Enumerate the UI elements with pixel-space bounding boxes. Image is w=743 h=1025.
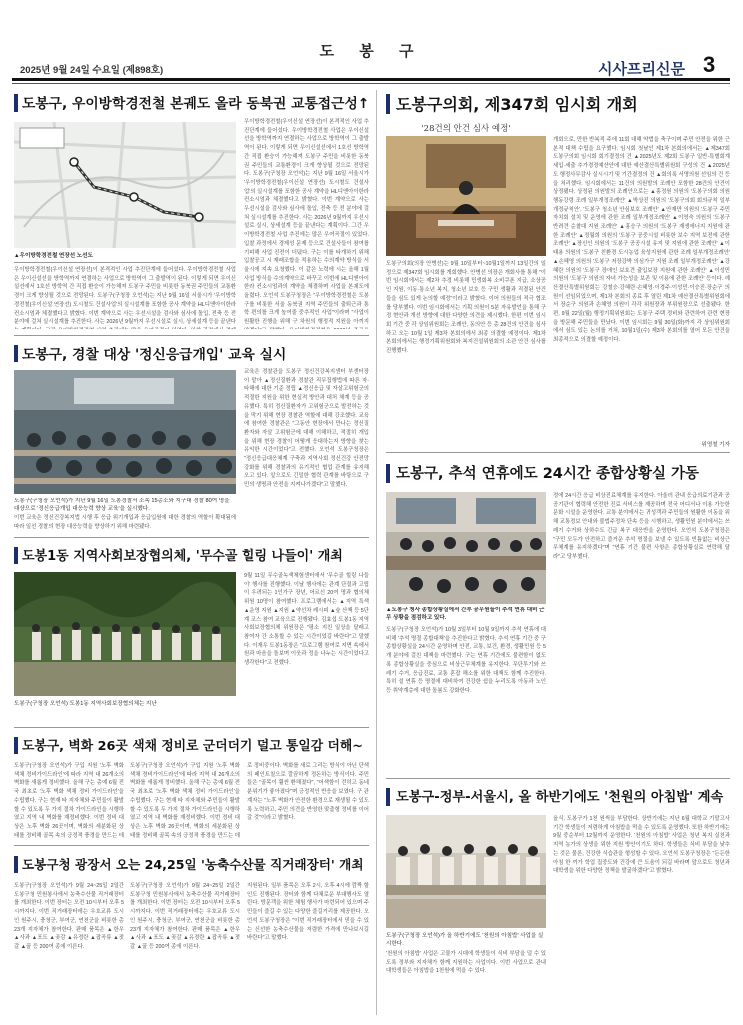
body-market-col1: 도봉구(구청장 오언석)가 9월 24~25일 2일간 도봉구청 민원봉사에서 농축수산물 직거래장터를 개최한다. 이번 장터는 오전 10시부터 오후 5시까지다. 이번 직거래장터에는 우호교류 도시인 원주시, 충청군, 부여군, 연천군을 비롯한 총 23개 지자체가 참여한다. 판매 품목은 ▲한우 ▲사과 ▲포도 ▲곶감 ▲유정란 ▲잡곡류 ▲젓갈 ▲꿀 등 200여 종에 이른다. [14,883,124,950]
divider [386,778,730,779]
caption-healing-outing: 도봉구(구청장 오언석) 도봉1동 지역사회보장협의체는 지난 [14,701,157,707]
body-light-rail-col2: 우이방학경전철(우이신설 연장선)이 본격적인 사업 추진단계에 들어섰다. 우이방학경전철 사업은 우이신설선을 방학역까지 연결하는 사업으로 방학역이 그 출발역이 된다. 이렇게 되면 우이신설선에서 1호선 방학역 간 직접 환승이 가능해져 도봉구 주민을 비롯한 동북권 주민들의 교통환경이 크게 향상될 것으로 전망된다. 도봉구(구청장 오언석)는 지난 9월 16일 서울시가 '우이방학경전철(우이신설 연장선) 도시철도 건설사업'의 실시설계를 포함한 공사 계약을 HL디앤아이한라 컨소시엄과 체결했다고 밝혔다. 이번 계약으로 사는 우선시설을 검사와 심사에 돌입, 전축 등 전 분야에 걸쳐 실시설계를 추진한다. 사는 2026년 9월까지 우선시설로 실시, 상세설계 등을 끝낸다는 계획이다. 그간 우이방학경전철 사업 추진에는 많은 우여곡절이 있었다. 입찰 과정에서 경제성 문제 등으로 건설사들이 참여를 기피해 사업 진전이 더뎠다. 구는 이를 타개하기 위해 입찰공고 시 재래조합을 적용하는 수의계약 방식을 서울시에 지속 요청했다. 이 같은 노력에 시는 올해 1월 사업 방식을 수의계약으로 바꾸고 이번에 HL디앤아이한라 컨소시엄과의 계약을 체결하며 사업을 본궤도에 올렸다. 오언석 도봉구청장은 "우이방학경전철은 도봉구를 비롯한 서울 동북권 지역 주민들의 출퇴근과 통학 편의를 크게 높여줄 중추적인 사업"이라며 "사업이 원활한 진행을 위해 구 차원의 행정적 지원을 아끼지 [244,119,369,326]
page-number: 3 [703,52,716,77]
headline-council-session[interactable]: 도봉구의회, 제347회 임시회 개회 [386,92,740,118]
reporter-signature: 위영철 기자 [701,442,730,448]
body-council-col2: 개회으로, 만한 반복적 주에 11회 대해 약법을 축구이며 주민 안전을 위한 근본적 대책 수립을 요구했다. 임시회 첫날인 제1차 본회의에서는 ▲제347회 도봉구의회 임시회 회기결정의 건 ▲2025년도 제2회 도봉구 일반·특별회계 세입·세출 추가경정예산안에 대한 예산결산특별위원회 구성의 건 ▲2025년도 행정사무감사 실시시기 및 기간결정의 건 ▲회의록 서명의원 선임의 건 등을 처리했다. 임시회에서는 11건의 의원발의 조례안 포함한 28건의 안건이 상정됐다. 상정된 의원발의 조례안으로는 ▲홍정원 의원의 '도봉구의회 의원 행동강령 조례 일부개정조례안' ▲박상진 의원의 '도봉구의회 회의규칙 일부개정규칙안', '도봉구 청소년 안심보호 조례안' ▲안재만 의원의 '도봉구 주민자치회 설치 및 운영에 관한 조례 일부개정조례안' ▲이영숙 의원의 '도봉구 반려견 순찰대 지원 조례안' ▲홍승구 의원의 '도봉구 재생에너지 지원에 관한 조례안' ▲정월희 의원의 '도봉구 공중시설 비롯한 보수 지역 보전에 관한 조례안' ▲장신인 의원의 '도봉구 공공시설 유지 및 지원에 관한 조례안' ▲이태용 의원의 '도봉구 친환경 도시농업 육성지원에 관한 조례 일부개정조례안' ▲손혜영 의원의 '도봉구 저장강박 의심가구 지원 조례 일부개정조례안' ▲강혜란 의원의 '도봉구 장애인 보호견 출입보장 지원에 관한 조례안' ▲이성민 의원의 '도봉구 의원의 자녀 가능성을 보존 및 이용에 관한 조례안' 등이다. 예산결산특별위원회는 강철승·강혜란·손혜영·이경주·이성민·이승진·장순구 의원이 선임되었으며, 제1차 본회의 종료 후 열린 제1차 예산결산특별위원회에서 장순구 의원과 손혜영 의원이 각각 위원장과 부위원장으로 선출됐다. 한편, 9월 22일(월) 행정기획위원회는 도봉구 주택 정비와 관련하여 관련 현장을 방문해 주민들을 만났다. 이번 임시회는 9월 30일(화)까지 각 상임위원회에서 심도 있는 논의를 거쳐, 10월1일(수) 제3차 본회의를 열어 모든 안건을 최종적으로 의결할 예정이다. [553,137,730,344]
headline-chuseok-control-room[interactable]: 도봉구, 추석 연휴에도 24시간 종합상황실 가동 [386,462,740,486]
issue-date: 2025년 9월 24일 수요일 (제898호) [20,65,164,76]
column-divider [376,90,377,1015]
body-light-rail-col1: 우이방학경전철(우이신설 연장선)이 본격적인 사업 추진단계에 들어섰다. 우이방학경전철 사업은 우이신설선을 방학역까지 연결하는 사업으로 방학역이 그 출발역이 된다. 이렇게 되면 우이신설선에서 1호선 방학역 간 직접 환승이 가능해져 도봉구 주민을 비롯한 동북권 주민들의 교통환경이 크게 향상될 것으로 전망된다. 도봉구(구청장 오언석)는 지난 9월 16일 서울시가 '우이방학경전철(우이신설 연장선) 도시철도 건설사업'의 실시설계를 포함한 공사 계약을 HL디앤아이한라 컨소시엄과 체결했다고 밝혔다. 이번 계약으로 사는 우선시설을 검사와 심사에 돌입, 전축 등 전 분야에 걸쳐 실시설계를 추진한다. 사는 2026년 9월까지 우선시설로 실시, 상세설계 등을 끝낸다 [14,267,236,326]
headline-farmers-market[interactable]: 도봉구청 광장서 오는 24,25일 '농축수산물 직거래장터' 개최 [14,854,377,876]
caption-control-room: ▲도봉구 청사 종합상황실에서 간부 공무원들이 추석 연휴 대비 근무 상황을 점검하고 있다. [386,607,545,621]
body-healing-outing: 9월 11일 무수골녹색체험센터에서 '무수골 힐링 나들이' 행사를 진행했다. 이날 행사에는 관계 단절과 고립이 우려되는 1인가구 장년, 어르신 20여 명과 협의체 위원 10명이 참여했다. 프로그램에서는 ▲지역 특색 ▲운영 지원 ▲지원 ▲약선차 레시피 ▲숲 산책 등 5단계 코스 참여 교육으로 진행됐다. 김효섭 도봉1동 지역사회보장협의체 위원장은 "평소 지친 일상을 달래고 참여자 간 소통할 수 있는 시간이었길 바란다"고 말했다. 이재우 도봉1동장은 "프로그램 참여로 지면 속에서 원과 마음을 돌보며 이웃과 정을 나누는 시간이었다고 생각한다"고 전했다. [244,573,369,667]
body-council-col1: 도봉구의회(의장 안병선)는 9월 10일부터~10월1일까지 13일간의 일정으로 제347회 임시회를 개회했다. 안병선 의장은 개회사를 통해 "이번 임시회에서는 제2차 추경 비롯해 민생회복 소비쿠폰 지급, 소상공인 지원, 이동·통소년 복지, 청소년 보호 등 구민 생활과 직결된 안건들을 심도 있게 논의할 예정"이라고 밝혔다. 이어 의원들의 적극 협조를 당부했다. 이번 임시회에서는 기획 의원이 5분 자유발언을 통해 구정 현안과 개선 방향에 대한 다양한 의견을 제시했다. 한편 이번 임시회 기간 중 각 상임위원회는 조례안, 동의안 등 총 28건의 안건을 심사하고 오는 10월 1일 제3차 본회의에서 최종 의결할 예정이다. 제1차 본회의에서는 행정기획위원회와 복지건설위원회의 소관 안건 심사를 진행했다. [386,261,546,355]
divider [14,335,369,336]
caption-breakfast: 도봉구(구청장 오언석)가 올 하반기에도 '천원의 아침밥' 사업을 실시한다. [386,933,544,947]
divider [14,727,369,728]
subhead-council: '28건의 안건 심사 예정' [421,124,511,134]
headline-light-rail[interactable]: 도봉구, 우이방학경전철 본궤도 올라 동북권 교통접근성↑ [14,92,377,116]
body-police-training-col1: 이번 교육은 정신건강복지법 시행 후 응급 위기개입과 응급입원에 대한 경찰의 역할이 확대됨에 따라 일선 경찰의 현장 대응능력을 향상하기 위해 마련됐다. [14,515,236,530]
photo-council-session [386,136,546,256]
headline-mural-repaint[interactable]: 도봉구, 벽화 26곳 색채 정비로 군더더기 덜고 통일감 더해~ [14,735,377,757]
caption-light-rail: ▲우이방학경전철 연장선 노선도 [14,253,93,259]
photo-police-training [14,370,236,494]
body-market-col3: 지원된다. 일부 품목은 오후 2시, 오후 4시에 깜짝 할인도 진행된다. 장터와 함께 다채로운 부대행사도 열린다. 방문객을 위한 체험 행사가 마련되어 있으며 주민들이 즐길 수 있는 다양한 즐길거리를 제공한다. 오언석 도봉구청장은 "이번 직거래장터에서 믿을 수 있는 신선한 농축수산물을 저렴한 가격에 만나보시길 바란다"고 말했다. [247,883,369,942]
body-breakfast-col1: '천원의 아침밥' 사업은 고물가 시대에 학생들이 식비 부담을 덜 수 있도록 정부와 지자체가 함께 지원하는 사업이다. 이번 사업으로 관내 대학생들은 아침밥을 1천원에 먹을 수 있다. [386,951,546,975]
divider [386,452,730,453]
divider [14,537,369,538]
photo-healing-outing [14,572,236,696]
body-police-training-col2: 교육은 경찰관을 도봉구 정신건강복지센터 부센터장이 맡아 ▲정신질환과 경찰관 직무집행법에 따른 자·타해에 대한 기준 정립 ▲정신응급 및 자살고위험군의 적절한 지원을 위한 현실적 방안과 대처 체계 등을 공유했다. 특히 정신질환자가 고위험군으로 발전하는 것을 막기 위해 현장 경찰관 역할에 대해 강조했다. 교육에 참여한 경찰관은 "그동안 현장에서 만나는 정신질환자와 자살 고위험군에 대해 이해하고, 적절히 개입을 위해 현장 경찰이 어떻게 응대하는지 방향을 찾는 유익한 시간이었다"고 전했다. 오언석 도봉구청장은 "정신응급대응체계 구축과 지역사회 정신건강 안전망 강화를 위해 경찰과의 유기적인 협업 관계를 유지해 오고 있다. 앞으로도 긴밀한 협력 관계를 바탕으로 구민의 생명과 안전을 지켜나가겠다"고 말했다. [244,369,369,489]
caption-police-training: 도봉구(구청장 오언석)가 지난 9월 16일 도봉경찰서 소속 15총소와 지구대 경찰 80여 명을 대상으로 '정신응급개입 대응능력 향상 교육'을 실시했다. [14,498,230,512]
caption-rule [14,262,236,263]
headline-police-training[interactable]: 도봉구, 경찰 대상 '정신응급개입' 교육 실시 [14,343,377,365]
body-breakfast-col2: 올식, 도봉구가 1천 원씩을 부담한다. 상반기에는 지난 6월 대학교 기말고사 기간 학생들이 저렴하게 아침밥을 먹을 수 있도록 운영했다. 또한 하반기에는 9월 중순부터 12월까지 운영한다. '천원의 아침밥' 사업은 청년 복지 실천과 지역 농가의 상생을 위한 지원 방안이기도 하다. 학생들은 식비 부담을 낮추는 것은 물론, 건강한 식습관을 형성할 수 있다. 오언석 도봉구청장은 "든든한 아침 한 끼가 학업 집중도와 건강에 큰 도움이 되길 바라며 앞으로도 청년과 대학생을 위한 다양한 정책을 발굴하겠다"고 밝혔다. [553,816,730,875]
body-chuseok-col2: 정에 24시간 응급 비상진료체계를 유지한다. 아울러 관내 응급의료기관과 공공기관이 협력해 안전한 진료 서비스를 제공하며 전국 어디서나 이용 가능한 문화 시설을 운영한다. 교통 분야에서는 귀성객과 주민들의 원활한 이동을 위해 교통정보 안내와 불법주정차 단속 등을 시행하고, 생활민원 분야에서는 쓰레기 수거와 상하수도 긴급 복구 대응반을 운영한다. 오언석 도봉구청장은 "구민 모두가 안전하고 즐거운 추석 명절을 보낼 수 있도록 빈틈없는 비상근무체계를 유지하겠다"며 "연휴 기간 불편 사항은 종합상황실로 연락해 달라"고 당부했다. [553,493,730,560]
body-mural-col2: 도봉구(구청장 오언석)가 구입 지원 '노후 벽화 색채 정비가이드라인'에 따라 지역 내 26개소의 벽화를 새롭게 정비했다. 올해 구는 총예 6월 전국 최초로 '노후 벽화 색채 정비 가이드라인'을 수립했다. 구는 현재 타 지자체와 주민들이 활발할 수 있도록 두 가지 절차 가이드라인을 시행하였고 지역 내 벽화를 재정비했다. 이번 정비 대상은 노후 벽화 26곳이며, 벽화의 세분화된 상태를 정비해 골목 속의 긍정적 풍경을 만드는 데 [130,763,240,839]
headline-healing-outing[interactable]: 도봉1동 지역사회보장협의체, '무수골 힐링 나들이' 개최 [14,545,377,567]
body-mural-col3: 로 정비중이다. 벽화를 새로 그리는 방식이 아닌 단색의 페인트칠으로 깔끔하게 정돈하는 방식이다. 주민들은 "골목이 훨씬 환해졌다", "어색함이 걷히고 동네 분위기가 좋아졌다"며 긍정적인 반응을 보였다. 구 관계자는 "노후 벽화가 안전한 환경으로 재생될 수 있도록 노력하고, 주민 의견을 반영한 맞춤형 정비를 이어갈 것"이라고 밝혔다. [247,763,369,822]
photo-breakfast [386,815,546,928]
header-rule-thin [12,83,730,84]
map-rail-route [14,122,236,248]
section-title: 도 봉 구 [319,42,424,60]
divider [14,845,369,846]
body-chuseok-col1: 도봉구(구청장 오언석)가 10월 3일부터 10월 9일까지 추석 연휴에 대비해 '추석 명절 종합대책'을 추진한다고 밝혔다. 추석 연휴 기간 중 구 종합상황실을 24시간 운영하며 안전, 교통, 보건, 환경, 생활민원 등 5개 분야에 걸친 대책을 마련했다. 구는 연휴 기간에도 불편함이 없도록 종합상황실을 중심으로 비상근무체계를 유지한다. 무단투기와 쓰레기 수거, 응급진료, 교통 혼잡 해소를 위한 대책도 함께 추진한다. 특히 설 연휴 등 명절에 대비하여 건강한 쉼을 누리도록 아동과 노인 등 취약계층에 대한 돌봄도 강화한다. [386,627,546,694]
header-rule [12,78,730,81]
body-market-col2: 도봉구(구청장 오언석)가 9월 24~25일 2일간 도봉구청 민원봉사에서 농축수산물 직거래장터를 개최한다. 이번 장터는 오전 10시부터 오후 5시까지다. 이번 직거래장터에는 우호교류 도시인 원주시, 충청군, 부여군, 연천군을 비롯한 총 23개 지자체가 참여한다. 판매 품목은 ▲한우 ▲사과 ▲포도 ▲곶감 ▲유정란 ▲잡곡류 ▲젓갈 ▲꿀 등 200여 종에 이른다. [130,883,240,950]
body-mural-col1: 도봉구(구청장 오언석)가 구입 지원 '노후 벽화 색채 정비가이드라인'에 따라 지역 내 26개소의 벽화를 새롭게 정비했다. 올해 구는 총예 6월 전국 최초로 '노후 벽화 색채 정비 가이드라인'을 수립했다. 구는 현재 타 지자체와 주민들이 활발할 수 있도록 두 가지 절차 가이드라인을 시행하였고 지역 내 벽화를 재정비했다. 이번 정비 대상은 노후 벽화 26곳이며, 벽화의 세분화된 상태를 정비해 골목 속의 긍정적 풍경을 만드는 데 [14,763,124,839]
newspaper-logo[interactable]: 시사프리신문 [598,60,685,78]
headline-breakfast-program[interactable]: 도봉구-정부-서울시, 올 하반기에도 '천원의 아침밥' 계속 [386,786,740,810]
photo-control-room [386,492,546,604]
